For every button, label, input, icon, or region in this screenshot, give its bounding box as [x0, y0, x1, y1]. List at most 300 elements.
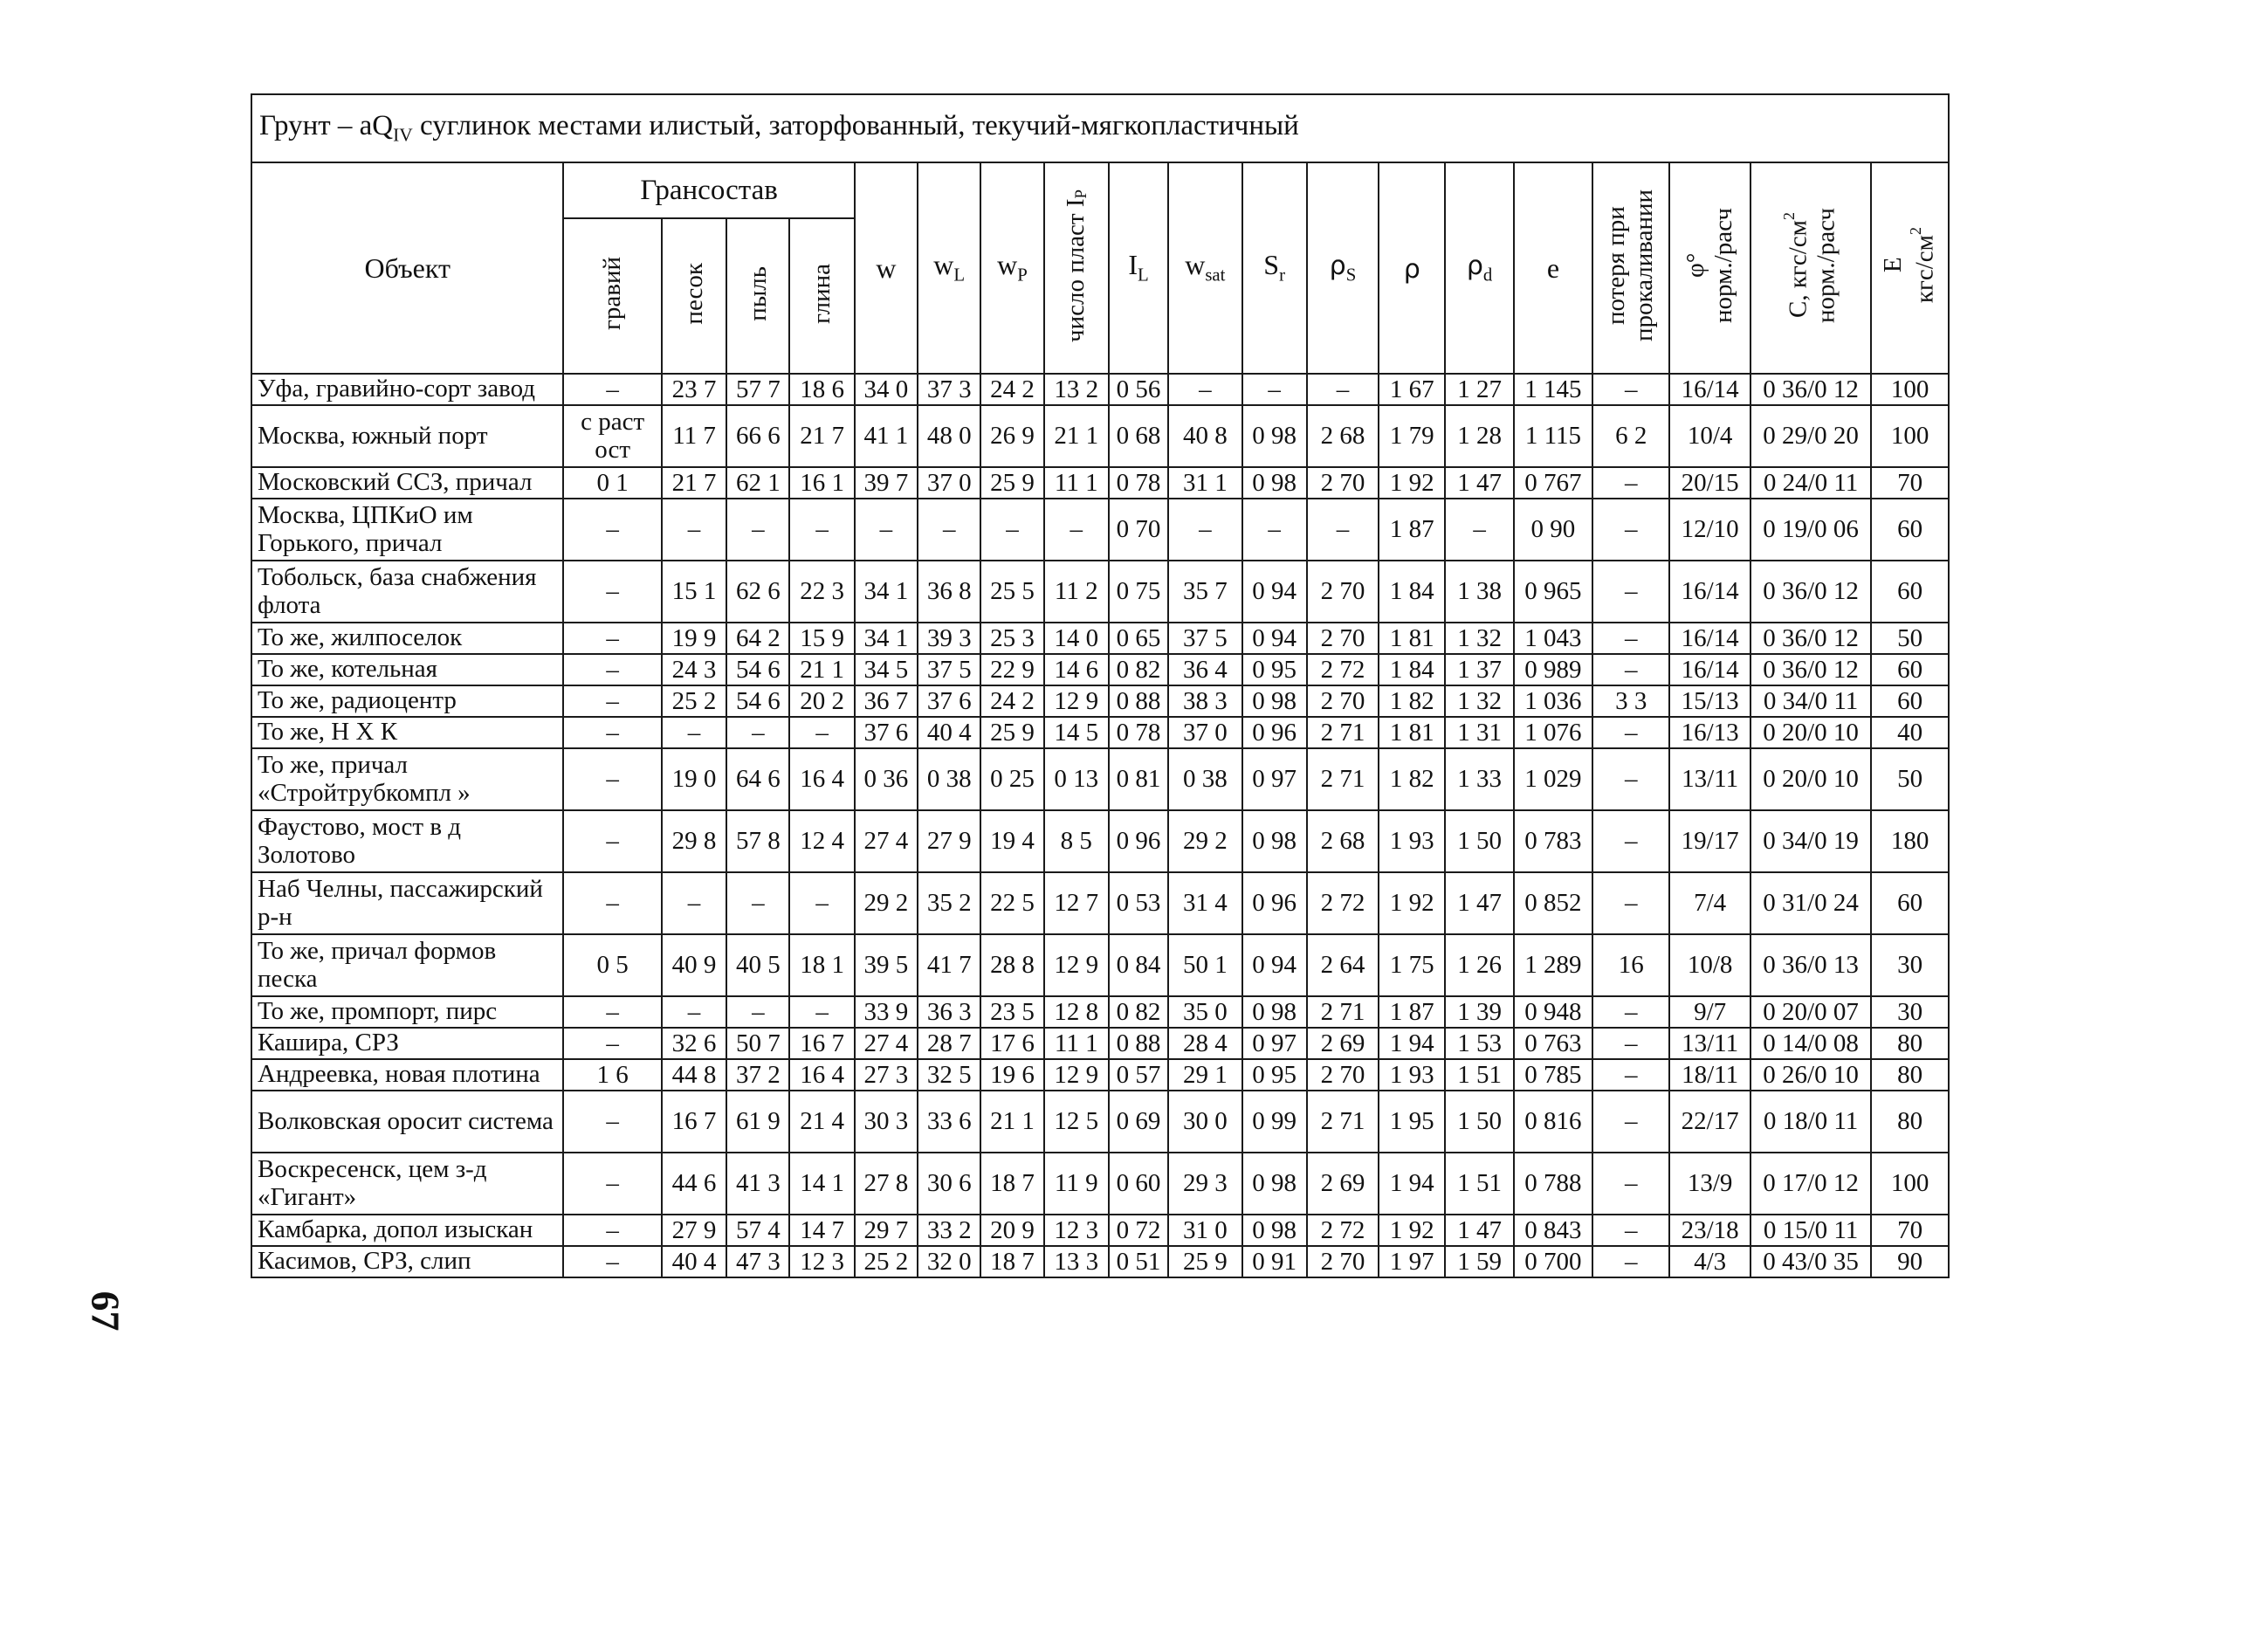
value-cell: 1 145 [1514, 374, 1592, 405]
value-cell: – [563, 623, 661, 654]
table-row [251, 717, 1949, 748]
value-cell: 0 20/0 07 [1750, 996, 1872, 1028]
table-title: Грунт – $aQ_{IV}$ суглинок местами илистый, заторфованный, текучий-мягкопластичный [251, 94, 1949, 162]
header-ignition-loss: потеря при прокаливании [1592, 162, 1669, 374]
object-name-cell: Московский ССЗ, причал [251, 467, 563, 499]
value-cell: – [1445, 499, 1513, 561]
value-cell: 31 4 [1168, 872, 1241, 934]
value-cell: 2 70 [1307, 1059, 1379, 1091]
value-cell: 2 70 [1307, 1246, 1379, 1277]
value-cell: – [1592, 1091, 1669, 1153]
value-cell: 64 2 [726, 623, 789, 654]
value-cell: – [1592, 499, 1669, 561]
value-cell: 18 7 [980, 1153, 1043, 1215]
value-cell: 1 32 [1445, 623, 1513, 654]
value-cell: – [1592, 1215, 1669, 1246]
value-cell: 0 60 [1109, 1153, 1168, 1215]
value-cell: 0 88 [1109, 685, 1168, 717]
value-cell: 0 82 [1109, 654, 1168, 685]
value-cell: 44 6 [662, 1153, 726, 1215]
value-cell: 2 68 [1307, 810, 1379, 872]
value-cell: 20 9 [980, 1215, 1043, 1246]
value-cell: 2 72 [1307, 654, 1379, 685]
value-cell: 0 788 [1514, 1153, 1592, 1215]
value-cell: 1 32 [1445, 685, 1513, 717]
value-cell: 50 7 [726, 1028, 789, 1059]
value-cell: 1 94 [1379, 1028, 1445, 1059]
value-cell: 64 6 [726, 748, 789, 810]
value-cell: 41 7 [918, 934, 980, 996]
object-name-cell: Касимов, СРЗ, слип [251, 1246, 563, 1277]
value-cell: 21 1 [980, 1091, 1043, 1153]
value-cell: 23/18 [1669, 1215, 1750, 1246]
value-cell: 34 1 [855, 561, 918, 623]
value-cell: 40 4 [662, 1246, 726, 1277]
value-cell: 27 9 [662, 1215, 726, 1246]
value-cell: 25 9 [1168, 1246, 1241, 1277]
object-name-cell: То же, жилпоселок [251, 623, 563, 654]
value-cell: 23 7 [662, 374, 726, 405]
value-cell: 19/17 [1669, 810, 1750, 872]
value-cell: 62 6 [726, 561, 789, 623]
value-cell: 0 26/0 10 [1750, 1059, 1872, 1091]
value-cell: 16/14 [1669, 654, 1750, 685]
value-cell: 1 67 [1379, 374, 1445, 405]
header-wp: $w_P$ [980, 162, 1043, 374]
value-cell: 0 783 [1514, 810, 1592, 872]
value-cell: – [980, 499, 1043, 561]
value-cell: 0 948 [1514, 996, 1592, 1028]
object-name-cell: Воскресенск, цем з-д «Гигант» [251, 1153, 563, 1215]
value-cell: 19 4 [980, 810, 1043, 872]
value-cell: 60 [1871, 561, 1949, 623]
value-cell: 32 5 [918, 1059, 980, 1091]
header-rho: ρ [1379, 162, 1445, 374]
value-cell: 0 97 [1242, 748, 1307, 810]
value-cell: 1 115 [1514, 405, 1592, 467]
value-cell: 57 7 [726, 374, 789, 405]
value-cell: 100 [1871, 405, 1949, 467]
object-name-cell: Москва, ЦПКиО им Горького, причал [251, 499, 563, 561]
value-cell: 21 1 [789, 654, 854, 685]
object-name-cell: Камбарка, допол изыскан [251, 1215, 563, 1246]
value-cell: 25 2 [855, 1246, 918, 1277]
value-cell: 1 37 [1445, 654, 1513, 685]
value-cell: 27 4 [855, 1028, 918, 1059]
value-cell: 28 7 [918, 1028, 980, 1059]
value-cell: 0 816 [1514, 1091, 1592, 1153]
value-cell: – [563, 1091, 661, 1153]
value-cell: 27 4 [855, 810, 918, 872]
value-cell: 35 7 [1168, 561, 1241, 623]
value-cell: 37 6 [855, 717, 918, 748]
value-cell: – [563, 685, 661, 717]
value-cell: 16/13 [1669, 717, 1750, 748]
value-cell: – [563, 561, 661, 623]
value-cell: 28 4 [1168, 1028, 1241, 1059]
value-cell: – [662, 717, 726, 748]
value-cell: 12 3 [789, 1246, 854, 1277]
object-name-cell: То же, радиоцентр [251, 685, 563, 717]
header-sand: песок [662, 218, 726, 374]
value-cell: 11 1 [1044, 1028, 1109, 1059]
value-cell: 12 5 [1044, 1091, 1109, 1153]
value-cell: 0 84 [1109, 934, 1168, 996]
value-cell: 33 2 [918, 1215, 980, 1246]
value-cell: 0 88 [1109, 1028, 1168, 1059]
value-cell: 1 92 [1379, 1215, 1445, 1246]
value-cell: 2 68 [1307, 405, 1379, 467]
value-cell: 0 14/0 08 [1750, 1028, 1872, 1059]
value-cell: 1 28 [1445, 405, 1513, 467]
header-rho-d: $\rho_d$ [1445, 162, 1513, 374]
value-cell: – [726, 499, 789, 561]
value-cell: 0 20/0 10 [1750, 717, 1872, 748]
value-cell: 0 36/0 12 [1750, 561, 1872, 623]
value-cell: 27 9 [918, 810, 980, 872]
value-cell: 20 2 [789, 685, 854, 717]
value-cell: – [1307, 499, 1379, 561]
table-row [251, 748, 1949, 810]
object-name-cell: То же, промпорт, пирс [251, 996, 563, 1028]
table-row [251, 996, 1949, 1028]
table-body [251, 374, 1949, 1277]
header-rho-s: $\rho_S$ [1307, 162, 1379, 374]
value-cell: 0 989 [1514, 654, 1592, 685]
value-cell: – [1592, 654, 1669, 685]
value-cell: – [1592, 748, 1669, 810]
value-cell: 1 50 [1445, 1091, 1513, 1153]
value-cell: 16 [1592, 934, 1669, 996]
value-cell: – [1307, 374, 1379, 405]
value-cell: 1 036 [1514, 685, 1592, 717]
value-cell: 30 0 [1168, 1091, 1241, 1153]
value-cell: 10/8 [1669, 934, 1750, 996]
value-cell: 0 98 [1242, 1215, 1307, 1246]
table-row [251, 872, 1949, 934]
value-cell: 1 31 [1445, 717, 1513, 748]
value-cell: 24 3 [662, 654, 726, 685]
value-cell: 100 [1871, 374, 1949, 405]
value-cell: 37 5 [918, 654, 980, 685]
table-row [251, 654, 1949, 685]
value-cell: 41 1 [855, 405, 918, 467]
value-cell: 0 99 [1242, 1091, 1307, 1153]
value-cell: 0 98 [1242, 810, 1307, 872]
value-cell: – [726, 996, 789, 1028]
value-cell: 0 96 [1242, 717, 1307, 748]
value-cell: 0 90 [1514, 499, 1592, 561]
table-row [251, 405, 1949, 467]
value-cell: 34 5 [855, 654, 918, 685]
value-cell: 0 94 [1242, 623, 1307, 654]
value-cell: – [563, 1246, 661, 1277]
value-cell: 39 3 [918, 623, 980, 654]
table-row [251, 561, 1949, 623]
value-cell: 0 31/0 24 [1750, 872, 1872, 934]
value-cell: 0 72 [1109, 1215, 1168, 1246]
value-cell: 16/14 [1669, 623, 1750, 654]
value-cell: 1 82 [1379, 685, 1445, 717]
value-cell: 54 6 [726, 654, 789, 685]
table-row [251, 685, 1949, 717]
value-cell: – [662, 996, 726, 1028]
value-cell: 12 9 [1044, 1059, 1109, 1091]
value-cell: 0 20/0 10 [1750, 748, 1872, 810]
value-cell: 1 47 [1445, 467, 1513, 499]
value-cell: 0 98 [1242, 1153, 1307, 1215]
object-name-cell: Андреевка, новая плотина [251, 1059, 563, 1091]
value-cell: 0 17/0 12 [1750, 1153, 1872, 1215]
value-cell: 60 [1871, 654, 1949, 685]
value-cell: – [1592, 1246, 1669, 1277]
value-cell: 37 0 [918, 467, 980, 499]
object-name-cell: То же, котельная [251, 654, 563, 685]
value-cell: 18 7 [980, 1246, 1043, 1277]
object-name-cell: Наб Челны, пассажирский р-н [251, 872, 563, 934]
value-cell: 0 96 [1109, 810, 1168, 872]
value-cell: 37 6 [918, 685, 980, 717]
value-cell: 16/14 [1669, 561, 1750, 623]
value-cell: 18 6 [789, 374, 854, 405]
value-cell: 1 93 [1379, 810, 1445, 872]
value-cell: 13/11 [1669, 748, 1750, 810]
value-cell: 14 5 [1044, 717, 1109, 748]
value-cell: 0 36 [855, 748, 918, 810]
value-cell: – [563, 1028, 661, 1059]
value-cell: 15 1 [662, 561, 726, 623]
value-cell: 0 95 [1242, 654, 1307, 685]
value-cell: 7/4 [1669, 872, 1750, 934]
value-cell: 27 3 [855, 1059, 918, 1091]
value-cell: 30 [1871, 996, 1949, 1028]
value-cell: 1 26 [1445, 934, 1513, 996]
table-row [251, 810, 1949, 872]
value-cell: 70 [1871, 1215, 1949, 1246]
value-cell: 25 3 [980, 623, 1043, 654]
value-cell: 0 56 [1109, 374, 1168, 405]
value-cell: 1 81 [1379, 623, 1445, 654]
value-cell: 0 98 [1242, 467, 1307, 499]
value-cell: 33 9 [855, 996, 918, 1028]
value-cell: 50 [1871, 748, 1949, 810]
value-cell: 0 763 [1514, 1028, 1592, 1059]
value-cell: – [563, 374, 661, 405]
value-cell: 2 72 [1307, 872, 1379, 934]
table-row [251, 623, 1949, 654]
object-name-cell: Кашира, СРЗ [251, 1028, 563, 1059]
value-cell: 37 0 [1168, 717, 1241, 748]
value-cell: 0 700 [1514, 1246, 1592, 1277]
value-cell: 14 0 [1044, 623, 1109, 654]
value-cell: 39 5 [855, 934, 918, 996]
value-cell: 30 [1871, 934, 1949, 996]
value-cell: 21 1 [1044, 405, 1109, 467]
value-cell: 26 9 [980, 405, 1043, 467]
value-cell: 41 3 [726, 1153, 789, 1215]
value-cell: 29 8 [662, 810, 726, 872]
value-cell: 2 70 [1307, 561, 1379, 623]
value-cell: 0 75 [1109, 561, 1168, 623]
value-cell: 0 36/0 12 [1750, 654, 1872, 685]
value-cell: 23 5 [980, 996, 1043, 1028]
value-cell: – [918, 499, 980, 561]
value-cell: 0 18/0 11 [1750, 1091, 1872, 1153]
value-cell: 0 91 [1242, 1246, 1307, 1277]
value-cell: 0 785 [1514, 1059, 1592, 1091]
value-cell: 1 92 [1379, 872, 1445, 934]
value-cell: – [1242, 374, 1307, 405]
value-cell: 70 [1871, 467, 1949, 499]
value-cell: 35 2 [918, 872, 980, 934]
value-cell: 1 53 [1445, 1028, 1513, 1059]
value-cell: 1 75 [1379, 934, 1445, 996]
value-cell: 37 3 [918, 374, 980, 405]
value-cell: 1 47 [1445, 872, 1513, 934]
value-cell: 29 1 [1168, 1059, 1241, 1091]
table-row [251, 1091, 1949, 1153]
value-cell: 2 64 [1307, 934, 1379, 996]
value-cell: 1 38 [1445, 561, 1513, 623]
value-cell: 0 53 [1109, 872, 1168, 934]
value-cell: 18/11 [1669, 1059, 1750, 1091]
table-row [251, 499, 1949, 561]
value-cell: 0 78 [1109, 717, 1168, 748]
value-cell: 2 71 [1307, 748, 1379, 810]
value-cell: 19 6 [980, 1059, 1043, 1091]
value-cell: – [1592, 872, 1669, 934]
value-cell: 0 24/0 11 [1750, 467, 1872, 499]
value-cell: – [726, 717, 789, 748]
value-cell: 1 92 [1379, 467, 1445, 499]
value-cell: 33 6 [918, 1091, 980, 1153]
value-cell: 80 [1871, 1059, 1949, 1091]
value-cell: 6 2 [1592, 405, 1669, 467]
value-cell: – [1592, 717, 1669, 748]
value-cell: 180 [1871, 810, 1949, 872]
header-object: Объект [251, 162, 563, 374]
value-cell: 62 1 [726, 467, 789, 499]
value-cell: 11 7 [662, 405, 726, 467]
value-cell: 1 94 [1379, 1153, 1445, 1215]
value-cell: 40 5 [726, 934, 789, 996]
value-cell: 12 4 [789, 810, 854, 872]
value-cell: 13 2 [1044, 374, 1109, 405]
value-cell: 16 4 [789, 748, 854, 810]
value-cell: 2 72 [1307, 1215, 1379, 1246]
header-w: w [855, 162, 918, 374]
value-cell: 8 5 [1044, 810, 1109, 872]
value-cell: 14 7 [789, 1215, 854, 1246]
value-cell: 13/9 [1669, 1153, 1750, 1215]
value-cell: 60 [1871, 499, 1949, 561]
value-cell: 0 95 [1242, 1059, 1307, 1091]
value-cell: 0 843 [1514, 1215, 1592, 1246]
value-cell: 1 27 [1445, 374, 1513, 405]
value-cell: 12 3 [1044, 1215, 1109, 1246]
value-cell: – [563, 748, 661, 810]
value-cell: 66 6 [726, 405, 789, 467]
value-cell: 39 7 [855, 467, 918, 499]
value-cell: 20/15 [1669, 467, 1750, 499]
header-wl: $w_L$ [918, 162, 980, 374]
value-cell: 16 7 [662, 1091, 726, 1153]
value-cell: 14 6 [1044, 654, 1109, 685]
object-name-cell: То же, причал формов песка [251, 934, 563, 996]
object-name-cell: То же, Н Х К [251, 717, 563, 748]
value-cell: 22 9 [980, 654, 1043, 685]
value-cell: – [1168, 499, 1241, 561]
value-cell: 47 3 [726, 1246, 789, 1277]
value-cell: с раст ост [563, 405, 661, 467]
value-cell: 2 71 [1307, 996, 1379, 1028]
value-cell: 2 71 [1307, 717, 1379, 748]
value-cell: – [563, 1215, 661, 1246]
value-cell: – [1592, 467, 1669, 499]
value-cell: 1 043 [1514, 623, 1592, 654]
value-cell: – [662, 499, 726, 561]
value-cell: 50 [1871, 623, 1949, 654]
value-cell: – [1044, 499, 1109, 561]
value-cell: 28 8 [980, 934, 1043, 996]
value-cell: 1 50 [1445, 810, 1513, 872]
table-row [251, 934, 1949, 996]
value-cell: 0 34/0 11 [1750, 685, 1872, 717]
value-cell: 16 7 [789, 1028, 854, 1059]
value-cell: – [563, 996, 661, 1028]
value-cell: 14 1 [789, 1153, 854, 1215]
object-name-cell: То же, причал «Стройтрубкомпл » [251, 748, 563, 810]
value-cell: 44 8 [662, 1059, 726, 1091]
value-cell: 21 4 [789, 1091, 854, 1153]
value-cell: 2 69 [1307, 1153, 1379, 1215]
value-cell: – [662, 872, 726, 934]
value-cell: 11 1 [1044, 467, 1109, 499]
value-cell: 48 0 [918, 405, 980, 467]
value-cell: – [563, 654, 661, 685]
value-cell: 10/4 [1669, 405, 1750, 467]
value-cell: 0 96 [1242, 872, 1307, 934]
value-cell: 37 5 [1168, 623, 1241, 654]
value-cell: 2 70 [1307, 685, 1379, 717]
value-cell: 35 0 [1168, 996, 1241, 1028]
value-cell: 36 8 [918, 561, 980, 623]
value-cell: 29 7 [855, 1215, 918, 1246]
value-cell: 13/11 [1669, 1028, 1750, 1059]
header-gravel: гравий [563, 218, 661, 374]
header-sr: $S_r$ [1242, 162, 1307, 374]
value-cell: 0 57 [1109, 1059, 1168, 1091]
value-cell: 0 13 [1044, 748, 1109, 810]
value-cell: 1 6 [563, 1059, 661, 1091]
value-cell: 57 4 [726, 1215, 789, 1246]
value-cell: – [789, 717, 854, 748]
value-cell: 1 84 [1379, 561, 1445, 623]
value-cell: 32 6 [662, 1028, 726, 1059]
value-cell: 29 2 [855, 872, 918, 934]
value-cell: 80 [1871, 1028, 1949, 1059]
value-cell: 0 81 [1109, 748, 1168, 810]
value-cell: 12 9 [1044, 934, 1109, 996]
header-grain-composition: Грансостав [563, 162, 854, 218]
value-cell: 9/7 [1669, 996, 1750, 1028]
value-cell: 0 25 [980, 748, 1043, 810]
value-cell: 31 1 [1168, 467, 1241, 499]
value-cell: 12 9 [1044, 685, 1109, 717]
value-cell: 100 [1871, 1153, 1949, 1215]
value-cell: 2 70 [1307, 623, 1379, 654]
table-row [251, 467, 1949, 499]
